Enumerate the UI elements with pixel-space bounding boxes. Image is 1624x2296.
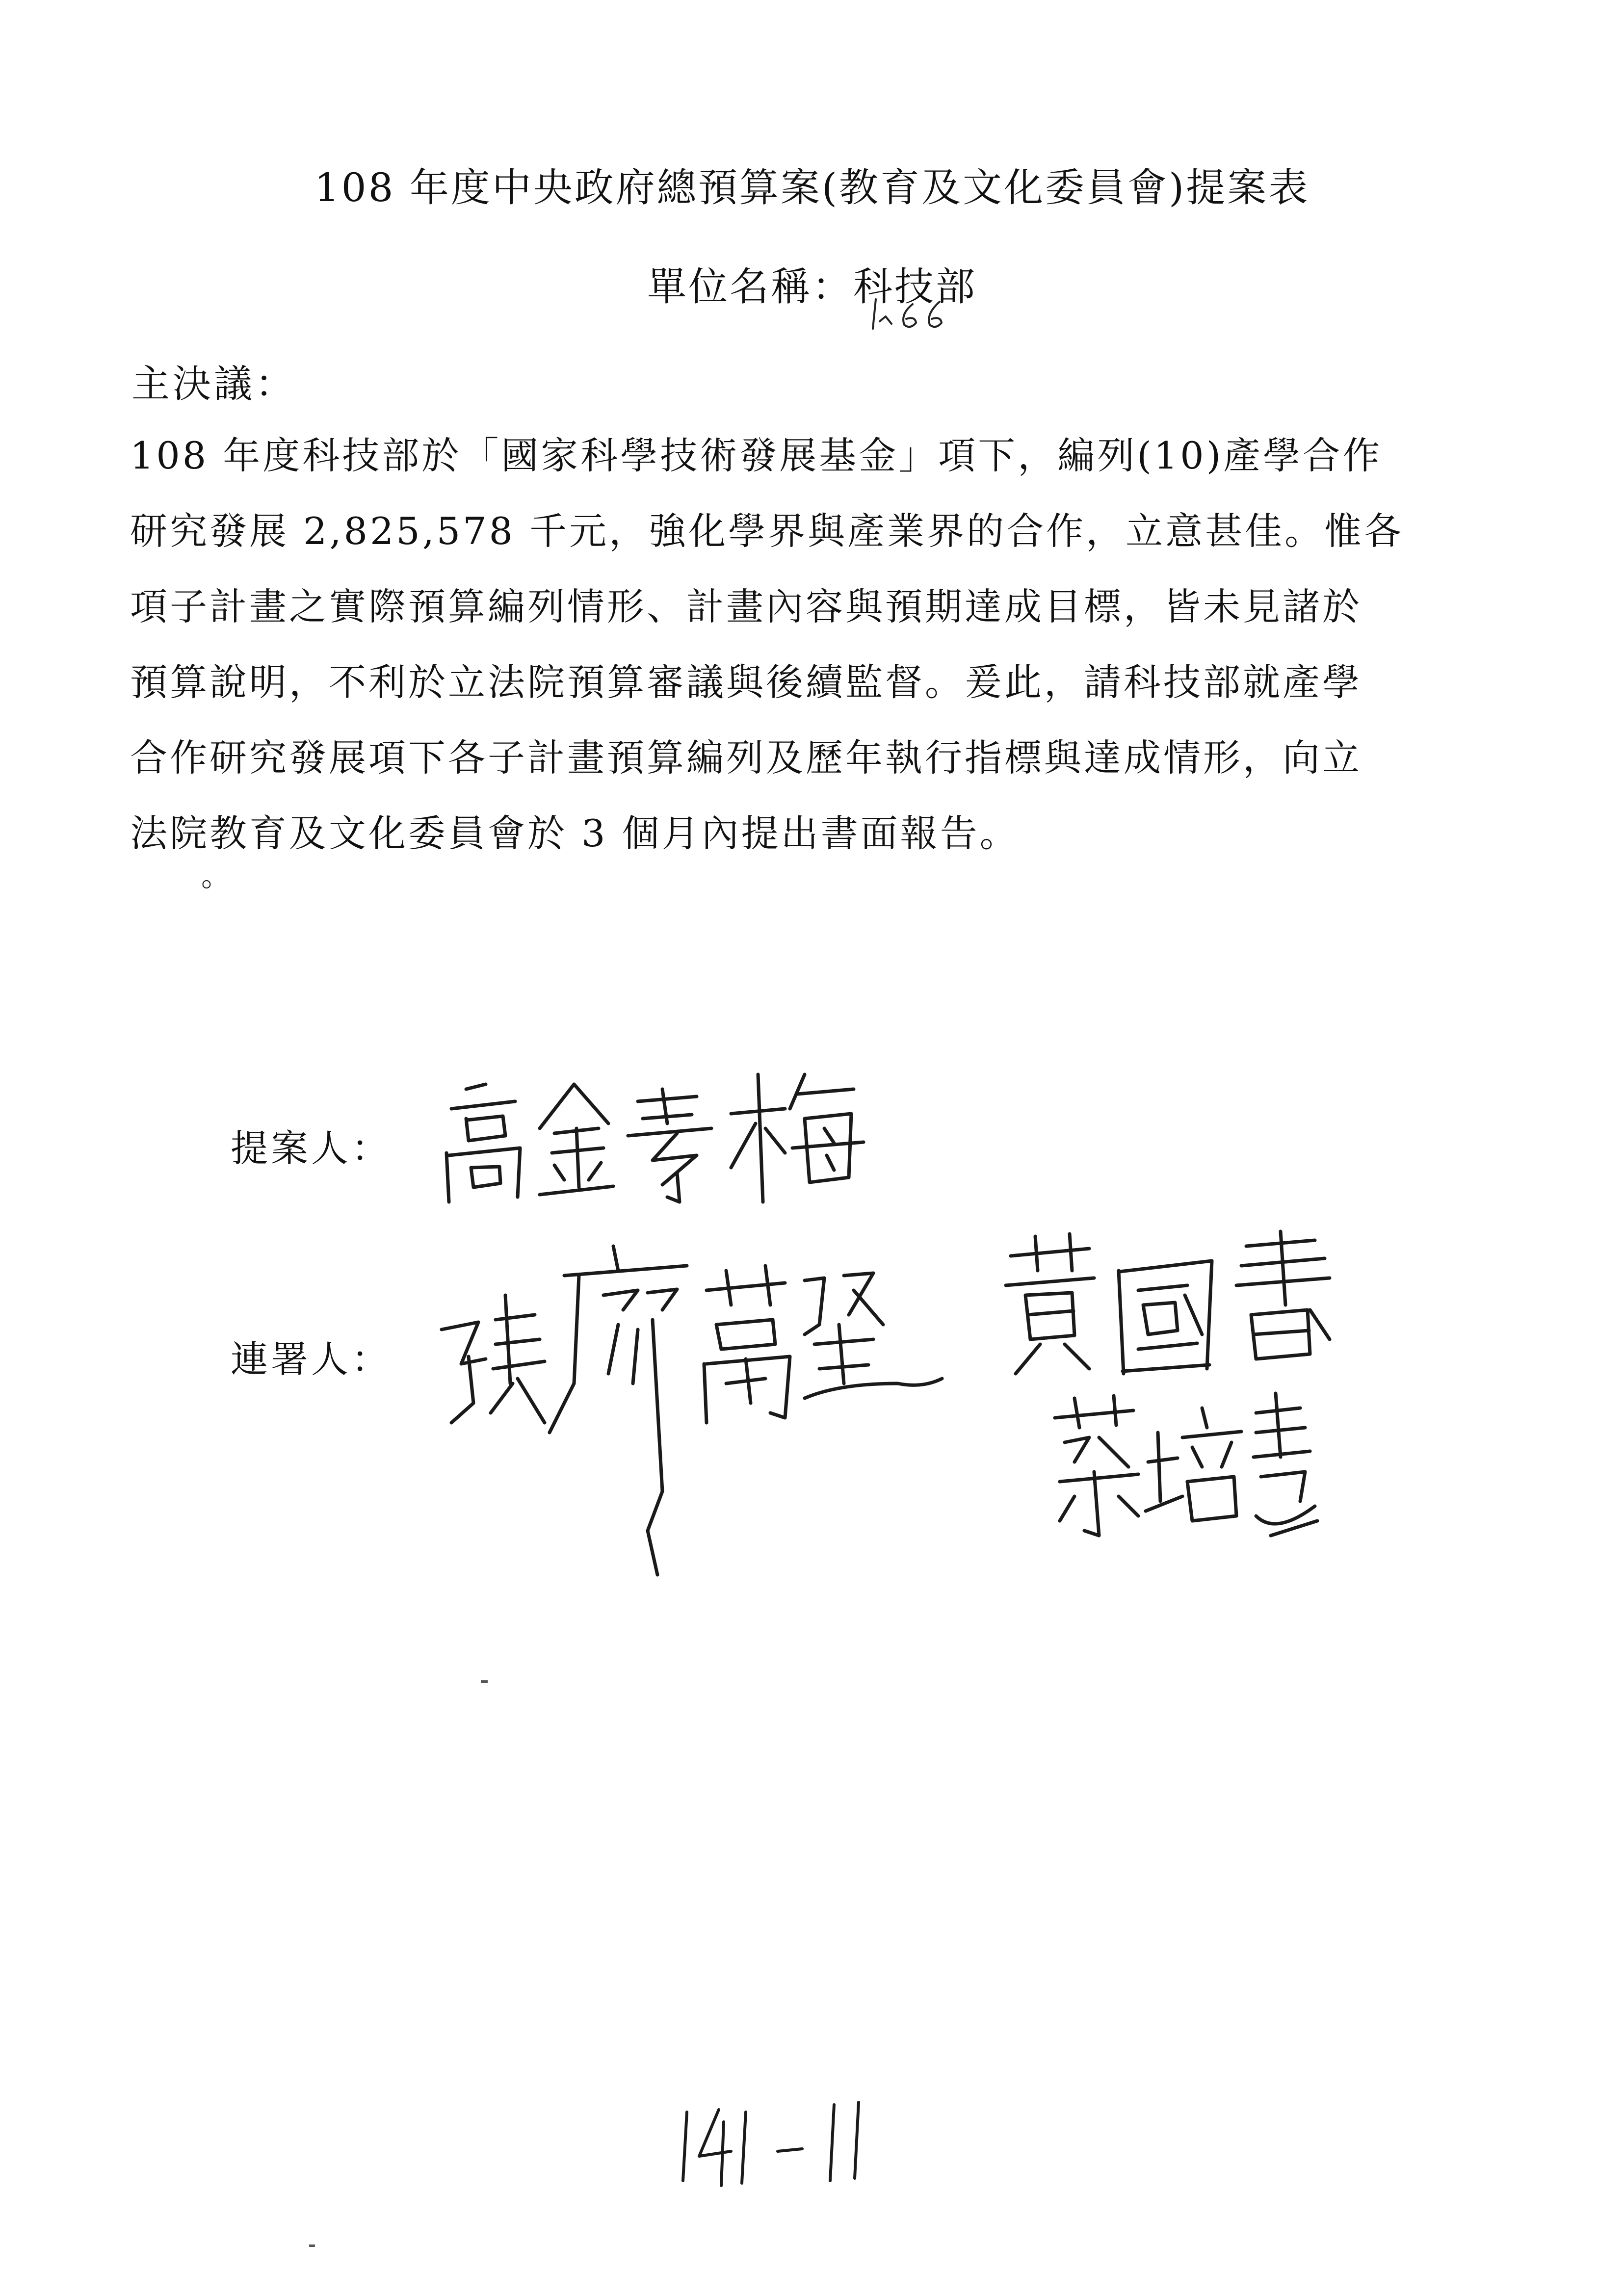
main-resolution-label: 主決議： [131, 362, 297, 406]
unit-name-line: 單位名稱：科技部 [647, 264, 977, 310]
scan-speck [481, 1680, 488, 1683]
resolution-body [130, 418, 1499, 871]
cosigner-signature [1045, 1388, 1320, 1550]
handwritten-page-number [672, 2092, 888, 2191]
cosigner-signature [432, 1236, 996, 1590]
proposer-signature [432, 1055, 873, 1212]
body-line: 研究發展 2,825,578 千元，強化學界與產業界的合作，立意甚佳。惟各 [130, 509, 1404, 553]
body-line: 預算說明，不利於立法院預算審議與後續監督。爰此，請科技部就產學 [130, 660, 1362, 704]
body-line: 合作研究發展項下各子計畫預算編列及歷年執行指標與達成情形，向立 [130, 736, 1362, 780]
handwritten-unit-annotation [866, 294, 974, 348]
body-line: 項子計畫之實際預算編列情形、計畫內容與預期達成目標，皆未見諸於 [130, 585, 1362, 628]
scan-speck [309, 2244, 315, 2247]
body-line: 法院教育及文化委員會於 3 個月內提出書面報告。 [130, 811, 1020, 855]
cosigner-signature [991, 1226, 1335, 1388]
cosigner-label: 連署人： [231, 1337, 392, 1381]
proposer-label: 提案人： [231, 1126, 392, 1170]
stray-mark: 。 [201, 859, 231, 893]
body-line: 108 年度科技部於「國家科學技術發展基金」項下，編列(10)產學合作 [130, 434, 1383, 477]
document-title: 108 年度中央政府總預算案(教育及文化委員會)提案表 [314, 165, 1310, 210]
